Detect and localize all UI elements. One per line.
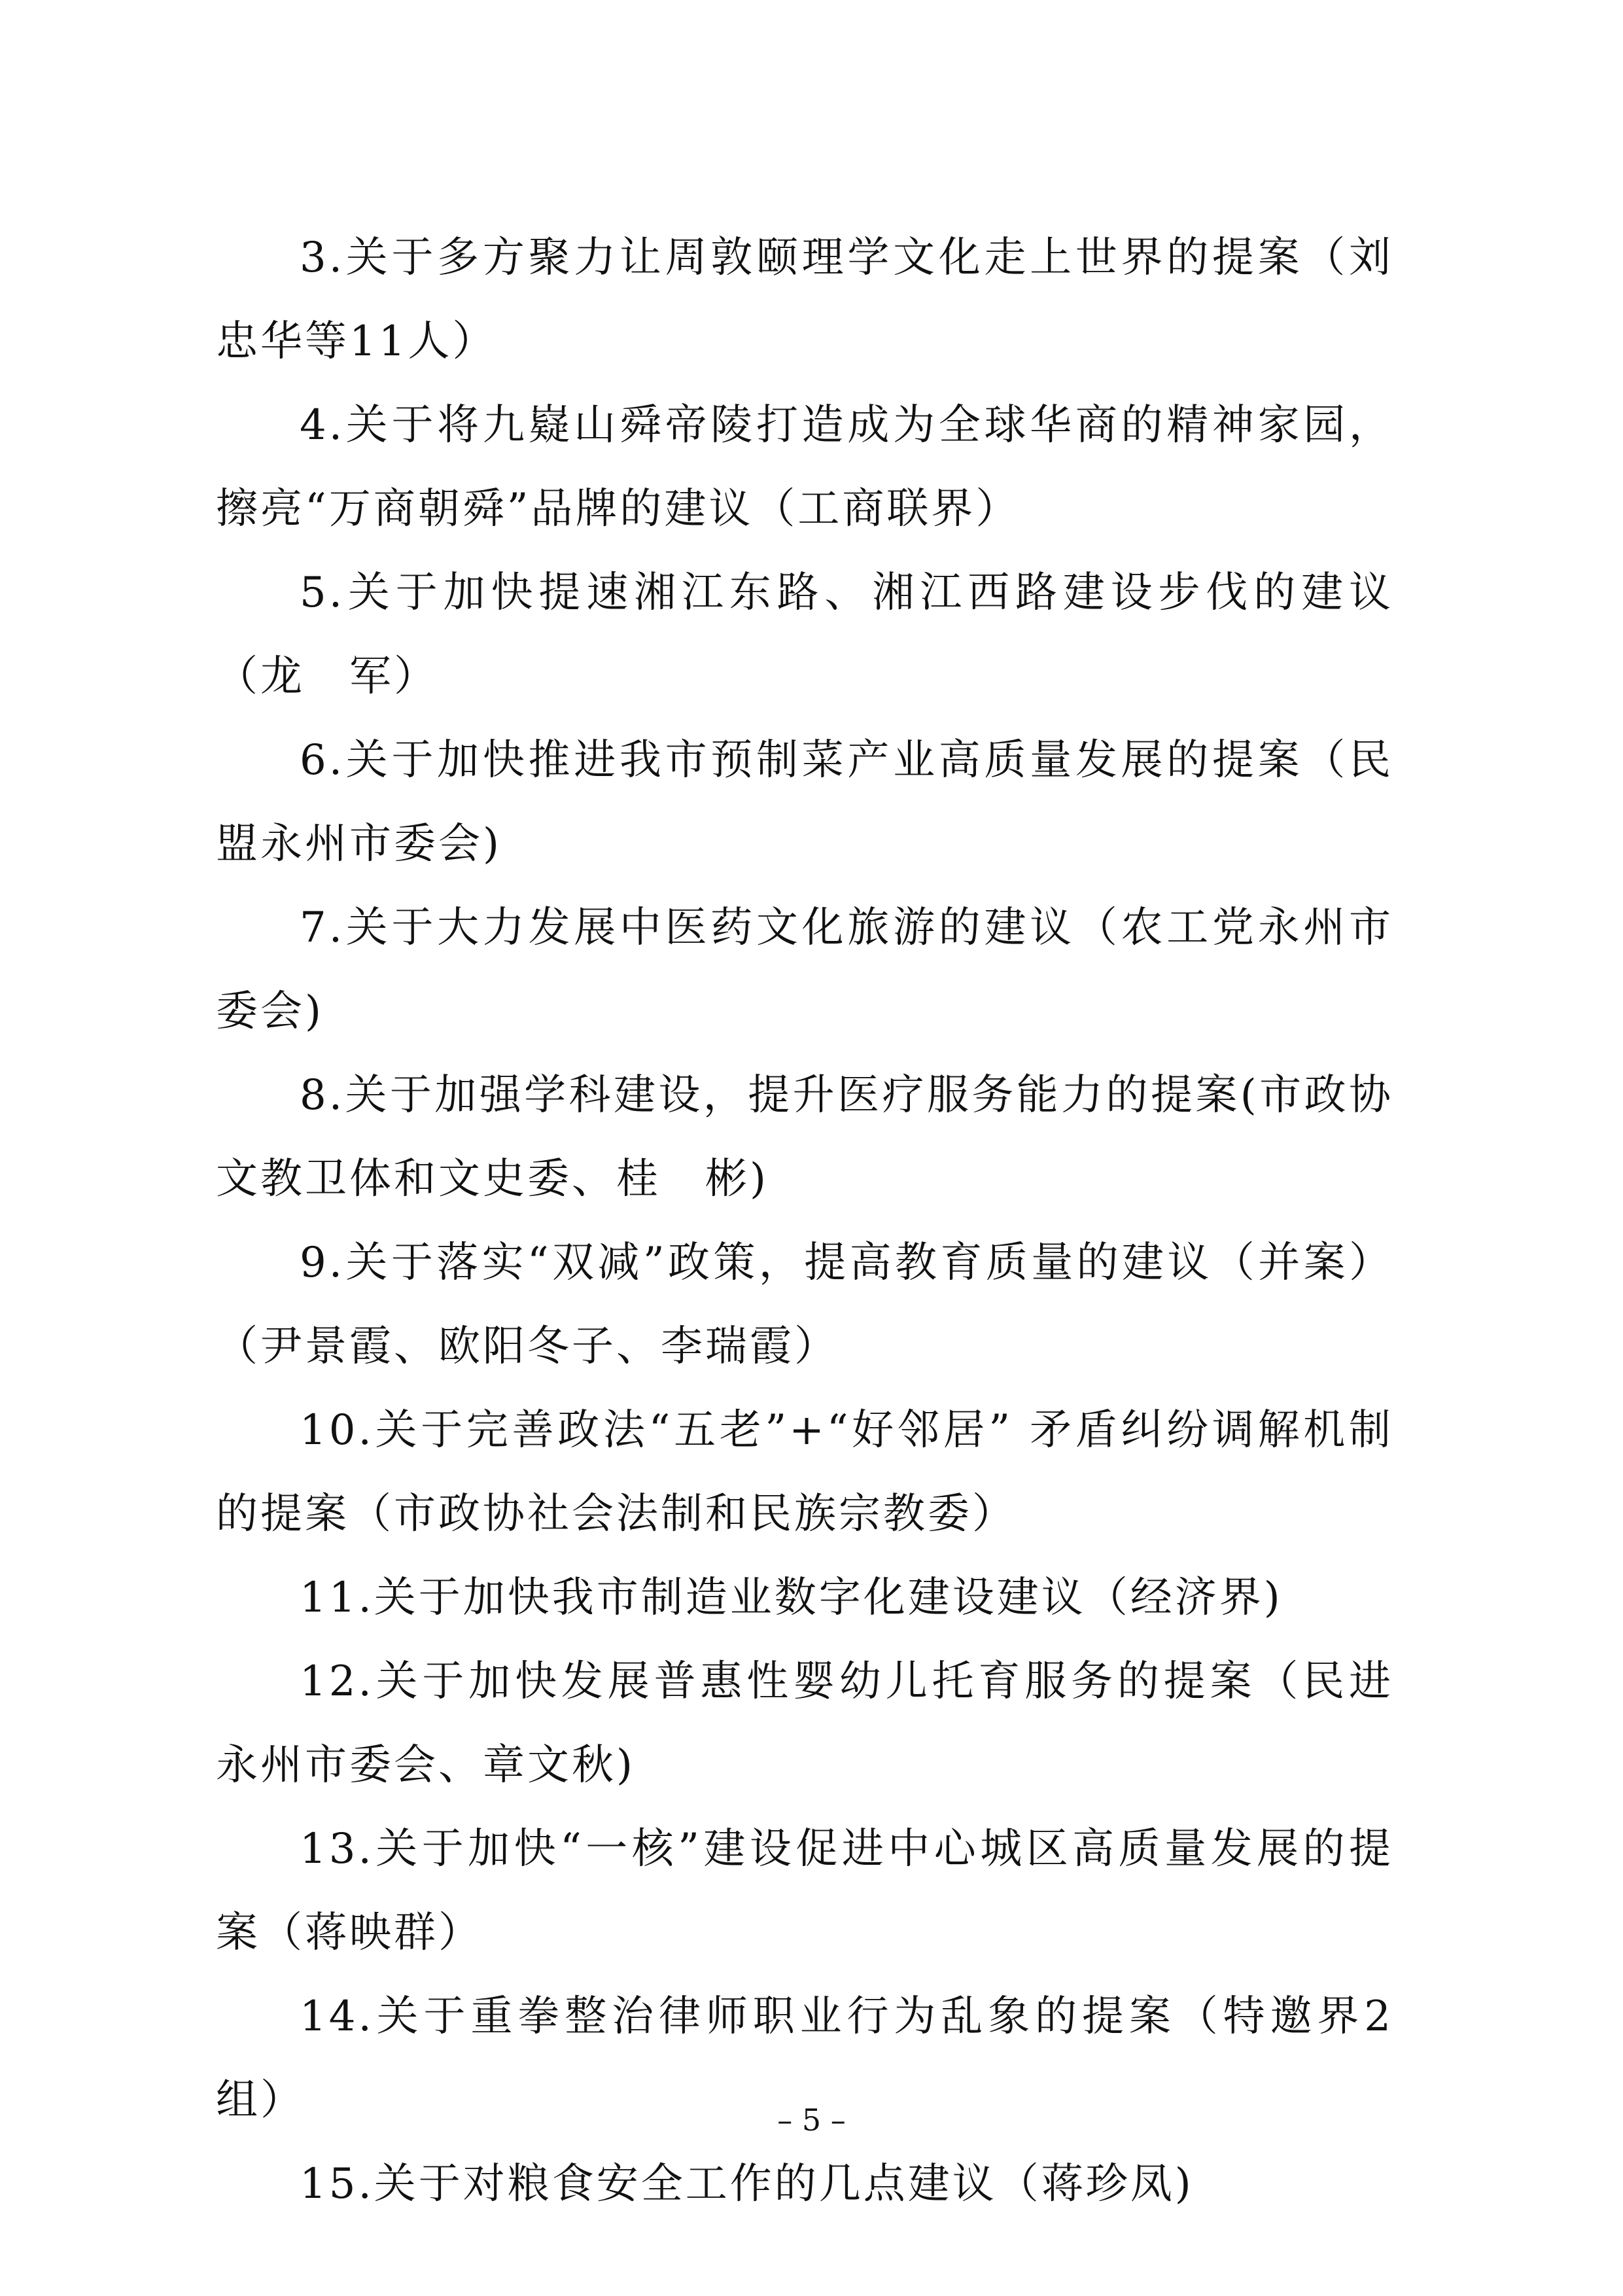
list-item: 7.关于大力发展中医药文化旅游的建议（农工党永州市委会)	[216, 904, 1393, 1036]
list-item: 6.关于加快推进我市预制菜产业高质量发展的提案（民盟永州市委会)	[216, 736, 1393, 868]
page-number: – 5 –	[777, 2102, 846, 2138]
list-item: 12.关于加快发展普惠性婴幼儿托育服务的提案（民进永州市委会、章文秋)	[216, 1657, 1393, 1790]
list-item: 14.关于重拳整治律师职业行为乱象的提案（特邀界2组）	[216, 1992, 1393, 2125]
list-item: 5.关于加快提速湘江东路、湘江西路建设步伐的建议（龙 军）	[216, 569, 1393, 701]
list-item: 3.关于多方聚力让周敦颐理学文化走上世界的提案（刘忠华等11人）	[216, 234, 1393, 366]
list-item: 15.关于对粮食安全工作的几点建议（蒋珍凤)	[300, 2160, 1194, 2208]
list-item: 13.关于加快“一核”建设促进中心城区高质量发展的提案（蒋映群）	[216, 1825, 1393, 1957]
list-item: 10.关于完善政法“五老”+“好邻居” 矛盾纠纷调解机制的提案（市政协社会法制和民族宗教委）	[216, 1406, 1393, 1538]
list-item: 8.关于加强学科建设，提升医疗服务能力的提案(市政协文教卫体和文史委、桂 彬)	[216, 1071, 1393, 1203]
list-item: 9.关于落实“双减”政策，提高教育质量的建议（并案）（尹景霞、欧阳冬子、李瑞霞）	[216, 1239, 1393, 1371]
list-item: 11.关于加快我市制造业数字化建设建议（经济界)	[300, 1574, 1283, 1622]
document-body	[216, 216, 1393, 2226]
list-item: 4.关于将九嶷山舜帝陵打造成为全球华商的精神家园，擦亮“万商朝舜”品牌的建议（工商联界）	[216, 401, 1393, 533]
